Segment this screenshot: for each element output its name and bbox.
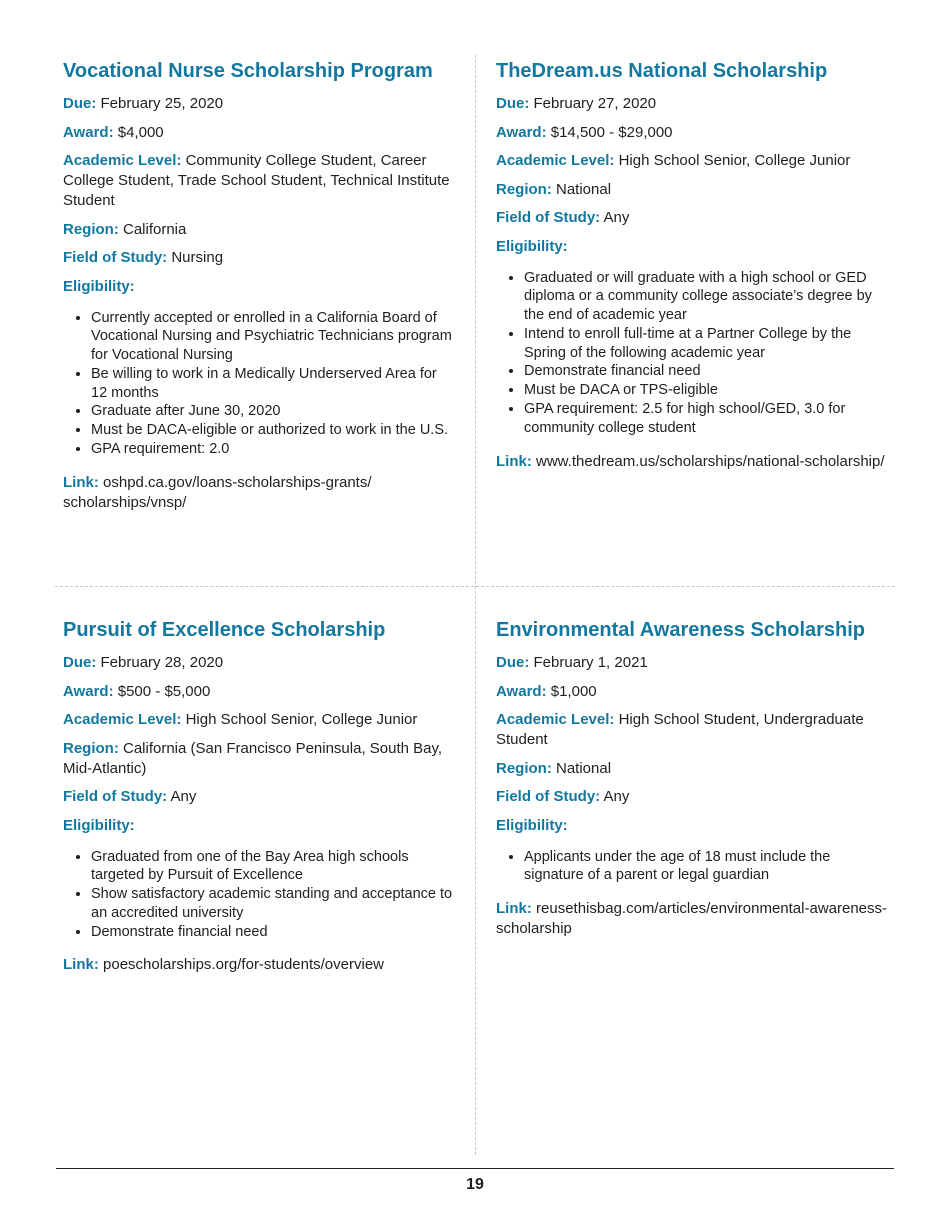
scholarship-card-thedream-us bbox=[496, 58, 888, 472]
region-field bbox=[496, 759, 888, 779]
field-of-study-field bbox=[63, 787, 455, 807]
region-field bbox=[496, 180, 888, 200]
due-field bbox=[496, 653, 888, 673]
region-value: California (San Francisco Peninsula, South Bay, Mid-Atlantic) bbox=[63, 739, 443, 777]
eligibility-item: • Graduated or will graduate with a high school or GED diploma or a community college associate’s degree by the end of academic year bbox=[524, 269, 888, 325]
due-value: February 25, 2020 bbox=[100, 95, 224, 112]
eligibility-list bbox=[496, 269, 888, 438]
due-value: February 28, 2020 bbox=[100, 654, 224, 671]
award-label: Award: bbox=[63, 682, 114, 700]
field-of-study-value: Nursing bbox=[171, 249, 224, 266]
academic-level-field bbox=[496, 710, 888, 750]
scholarship-title: TheDream.us National Scholarship bbox=[496, 60, 828, 82]
academic-level-value: High School Student, Undergraduate Student bbox=[496, 711, 864, 748]
link-label: Link: bbox=[63, 956, 99, 974]
award-field bbox=[496, 123, 888, 143]
award-label: Award: bbox=[63, 123, 114, 141]
row-divider bbox=[55, 586, 895, 587]
field-of-study-label: Field of Study: bbox=[63, 788, 168, 805]
scholarship-link[interactable]: oshpd.ca.gov/loans-scholarships-grants/ scholarships/vnsp/ bbox=[63, 473, 372, 511]
due-label: Due: bbox=[496, 95, 530, 112]
link-field bbox=[496, 452, 888, 472]
academic-level-field bbox=[63, 151, 455, 211]
region-field bbox=[63, 220, 455, 240]
academic-level-label: Academic Level: bbox=[63, 711, 182, 728]
eligibility-item: • Show satisfactory academic standing and acceptance to an accredited university bbox=[91, 885, 455, 923]
region-value: National bbox=[556, 759, 612, 777]
scholarship-title: Pursuit of Excellence Scholarship bbox=[63, 619, 386, 641]
field-of-study-label: Field of Study: bbox=[496, 788, 601, 805]
eligibility-item: • Intend to enroll full-time at a Partner College by the Spring of the following academic year bbox=[524, 325, 888, 363]
eligibility-item: • Must be DACA or TPS-eligible bbox=[524, 381, 888, 400]
region-field bbox=[63, 739, 455, 779]
academic-level-field bbox=[63, 710, 455, 730]
eligibility-item: • GPA requirement: 2.5 for high school/GED, 3.0 for community college student bbox=[524, 400, 888, 438]
region-label: Region: bbox=[63, 739, 119, 757]
academic-level-label: Academic Level: bbox=[496, 711, 615, 728]
academic-level-value: High School Senior, College Junior bbox=[618, 152, 851, 169]
link-field bbox=[496, 899, 888, 939]
scholarship-card-environmental-awareness bbox=[496, 617, 888, 939]
award-value: $4,000 bbox=[117, 123, 164, 141]
eligibility-item: • Currently accepted or enrolled in a California Board of Vocational Nursing and Psychiatric Technicians program for Vocational Nursing bbox=[91, 309, 455, 365]
scholarship-link[interactable]: reusethisbag.com/articles/environmental-awareness-scholarship bbox=[496, 900, 888, 938]
field-of-study-field bbox=[63, 248, 455, 268]
region-label: Region: bbox=[496, 759, 552, 777]
field-of-study-label: Field of Study: bbox=[496, 209, 601, 226]
link-label: Link: bbox=[496, 452, 532, 470]
eligibility-item: • Graduated from one of the Bay Area high schools targeted by Pursuit of Excellence bbox=[91, 848, 455, 886]
eligibility-list bbox=[63, 309, 455, 459]
award-field bbox=[496, 682, 888, 702]
award-value: $500 - $5,000 bbox=[117, 682, 211, 700]
due-field bbox=[63, 653, 455, 673]
eligibility-label: Eligibility: bbox=[496, 816, 568, 834]
link-label: Link: bbox=[63, 473, 99, 491]
link-field bbox=[63, 955, 455, 975]
eligibility-label: Eligibility: bbox=[63, 816, 135, 834]
scholarship-title: Environmental Awareness Scholarship bbox=[496, 619, 866, 641]
region-label: Region: bbox=[496, 180, 552, 198]
eligibility-label: Eligibility: bbox=[496, 237, 568, 255]
eligibility-list bbox=[63, 848, 455, 942]
eligibility-list bbox=[496, 848, 888, 886]
due-label: Due: bbox=[496, 654, 530, 671]
page-number: 19 bbox=[466, 1176, 484, 1193]
field-of-study-value: Any bbox=[603, 788, 630, 805]
column-divider bbox=[475, 55, 476, 1155]
eligibility-item: • Applicants under the age of 18 must include the signature of a parent or legal guardian bbox=[524, 848, 888, 886]
academic-level-label: Academic Level: bbox=[63, 152, 182, 169]
award-label: Award: bbox=[496, 123, 547, 141]
award-label: Award: bbox=[496, 682, 547, 700]
scholarship-link[interactable]: poescholarships.org/for-students/overview bbox=[103, 956, 384, 974]
region-value: California bbox=[123, 220, 187, 238]
field-of-study-field bbox=[496, 208, 888, 228]
award-field bbox=[63, 123, 455, 143]
academic-level-value: Community College Student, Career College Student, Trade School Student, Technical Institute Student bbox=[63, 152, 450, 209]
award-value: $1,000 bbox=[550, 682, 597, 700]
eligibility-item: • Graduate after June 30, 2020 bbox=[91, 402, 455, 421]
field-of-study-value: Any bbox=[170, 788, 197, 805]
award-field bbox=[63, 682, 455, 702]
due-label: Due: bbox=[63, 654, 97, 671]
footer-rule bbox=[56, 1168, 894, 1169]
due-field bbox=[496, 94, 888, 114]
academic-level-label: Academic Level: bbox=[496, 152, 615, 169]
scholarship-card-pursuit-of-excellence bbox=[63, 617, 455, 975]
due-field bbox=[63, 94, 455, 114]
academic-level-value: High School Senior, College Junior bbox=[185, 711, 418, 728]
scholarship-card-vocational-nurse bbox=[63, 58, 455, 513]
eligibility-label: Eligibility: bbox=[63, 277, 135, 295]
due-label: Due: bbox=[63, 95, 97, 112]
eligibility-item: • Must be DACA-eligible or authorized to work in the U.S. bbox=[91, 421, 455, 440]
academic-level-field bbox=[496, 151, 888, 171]
link-field bbox=[63, 473, 455, 513]
field-of-study-label: Field of Study: bbox=[63, 249, 168, 266]
eligibility-item: • Be willing to work in a Medically Underserved Area for 12 months bbox=[91, 365, 455, 403]
region-value: National bbox=[556, 180, 612, 198]
eligibility-item: • Demonstrate financial need bbox=[91, 923, 455, 942]
due-value: February 1, 2021 bbox=[533, 654, 648, 671]
award-value: $14,500 - $29,000 bbox=[550, 123, 673, 141]
due-value: February 27, 2020 bbox=[533, 95, 657, 112]
field-of-study-value: Any bbox=[603, 209, 630, 226]
eligibility-item: • Demonstrate financial need bbox=[524, 362, 888, 381]
eligibility-item: • GPA requirement: 2.0 bbox=[91, 440, 455, 459]
scholarship-title: Vocational Nurse Scholarship Program bbox=[63, 60, 433, 82]
field-of-study-field bbox=[496, 787, 888, 807]
region-label: Region: bbox=[63, 220, 119, 238]
link-label: Link: bbox=[496, 900, 532, 918]
scholarship-link[interactable]: www.thedream.us/scholarships/national-scholarship/ bbox=[536, 452, 885, 470]
